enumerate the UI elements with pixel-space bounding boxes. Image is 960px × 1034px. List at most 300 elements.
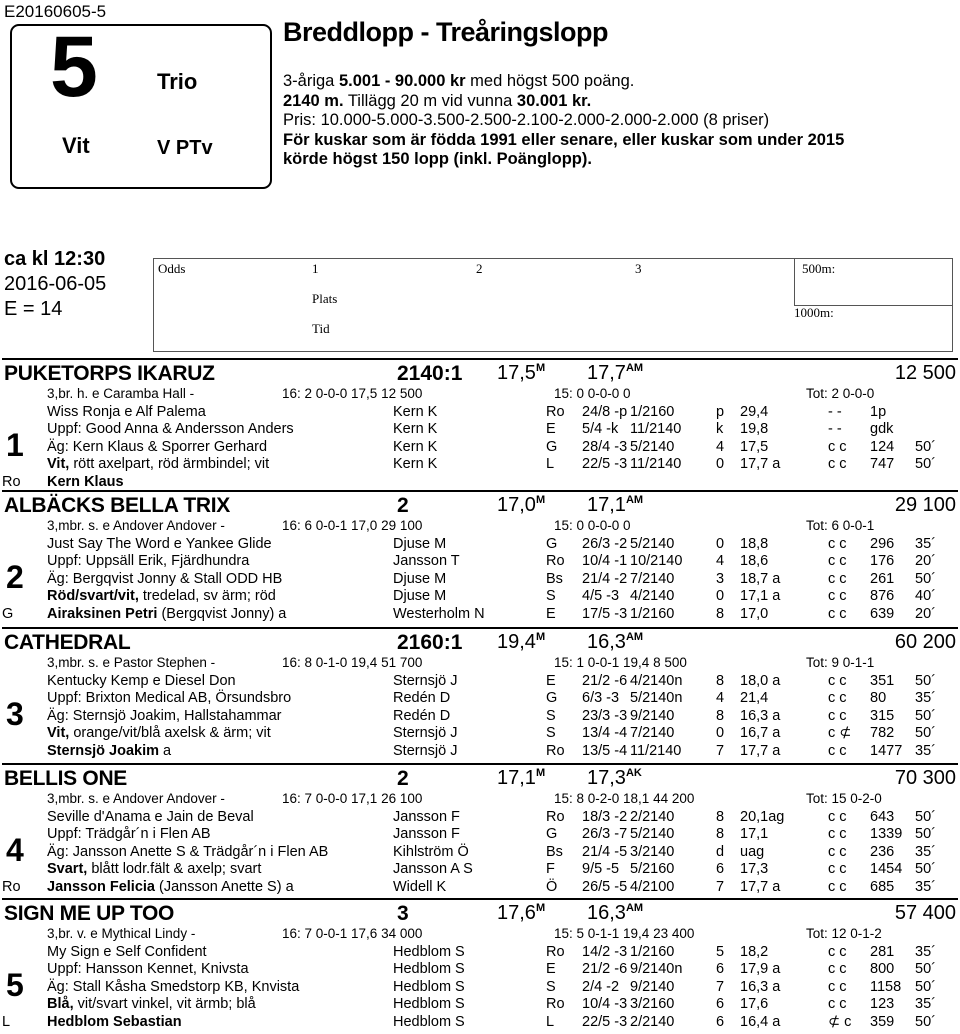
trainer-name: Sternsjö Joakim (47, 743, 160, 759)
detail-text: Just Say The Word e Yankee Glide (47, 535, 272, 552)
start-dist: 11/2140 (630, 421, 682, 438)
start-pr: 35´ (915, 690, 936, 707)
stats-total: Tot: 6 0-0-1 (806, 518, 875, 533)
record-auto (587, 767, 642, 790)
start-pl: 22/5 -3 (582, 1014, 628, 1030)
horse-detail-line (47, 439, 267, 455)
start-dist: 11/2140 (630, 456, 682, 473)
e-value: E = 14 (4, 298, 63, 320)
start-sp: 7 (716, 879, 725, 895)
start-tr: Ro (546, 743, 565, 759)
start-tr: E (546, 672, 556, 689)
start-sp: 8 (716, 707, 725, 724)
start-od: 176 (870, 553, 895, 570)
start-sh: c c (828, 570, 847, 587)
start-drv: Hedblom S (393, 943, 465, 960)
start-od: gdk (870, 421, 894, 438)
start-tr: E (546, 606, 556, 622)
start-pl: 21/4 -2 (582, 570, 628, 587)
record-type: M (535, 767, 546, 779)
record-value: 16,3 (587, 631, 626, 653)
record-type: AM (625, 902, 644, 914)
odds-col-1: 1 (312, 261, 319, 276)
start-dist: 3/2140 (630, 843, 675, 860)
start-pr: 35´ (915, 879, 936, 895)
detail-text: Kentucky Kemp e Diesel Don (47, 672, 236, 689)
start-tm: 18,7 a (740, 570, 781, 587)
detail-text: Äg: Jansson Anette S & Trädgår´n i Flen AB (47, 843, 329, 860)
start-drv: Jansson F (393, 808, 460, 825)
start-tm: 21,4 (740, 690, 769, 707)
detail-text: My Sign e Self Confident (47, 943, 207, 960)
horse-pedigree: 3,mbr. s. e Andover Andover - (47, 791, 225, 806)
trainer-suffix: (Bergqvist Jonny) a (157, 606, 287, 622)
start-od: 1454 (870, 861, 903, 878)
start-pr: 50´ (915, 808, 936, 825)
start-sh: c c (828, 553, 847, 570)
race-date: 2016-06-05 (4, 273, 107, 295)
race-color: Vit (62, 133, 90, 158)
start-pl: 13/4 -4 (582, 725, 628, 742)
horse-pedigree: 3,br. v. e Mythical Lindy - (47, 926, 196, 941)
trainer-name: Airaksinen Petri (47, 606, 158, 622)
start-tm: 16,3 a (740, 707, 781, 724)
start-number: 5 (6, 967, 24, 1004)
condition-text: Tillägg 20 m vid vunna (343, 91, 517, 110)
record-auto (587, 494, 643, 517)
start-sp: 8 (716, 672, 725, 689)
horse-detail-line (47, 809, 254, 825)
start-pr: 50´ (915, 826, 936, 843)
condition-text: 2140 m. (283, 91, 344, 110)
stats-2016: 16: 7 0-0-0 17,1 26 100 (282, 791, 423, 806)
stats-total: Tot: 15 0-2-0 (806, 791, 882, 806)
start-pl: 17/5 -3 (582, 606, 628, 622)
start-drv: Kern K (393, 421, 438, 438)
start-pr: 50´ (915, 1014, 936, 1030)
start-sh: c c (828, 690, 847, 707)
record-type: AM (625, 362, 644, 374)
start-od: 351 (870, 672, 895, 689)
horse-detail-line (47, 944, 207, 960)
detail-text: Uppf: Good Anna & Andersson Anders (47, 421, 294, 438)
silks-color: Blå, (47, 996, 74, 1013)
start-tr: Ro (546, 553, 565, 570)
start-dist: 5/2140 (630, 826, 675, 843)
condition-line (283, 131, 844, 149)
start-tm: 20,1ag (740, 808, 785, 825)
start-drv: Kihlström Ö (393, 843, 469, 860)
trainer-line (47, 1014, 182, 1030)
start-pr: 35´ (915, 843, 936, 860)
trainer-line (47, 606, 286, 622)
horse-detail-line (47, 826, 211, 842)
start-sh: c c (828, 861, 847, 878)
condition-line (283, 72, 634, 90)
start-tm: 17,7 a (740, 743, 781, 759)
record-value: 17,0 (497, 494, 536, 516)
start-dist: 9/2140n (630, 961, 683, 978)
record-mark (497, 902, 545, 925)
detail-text: Seville d'Anama e Jain de Beval (47, 808, 254, 825)
race-title: Breddlopp - Treåringslopp (283, 17, 609, 47)
record-auto (587, 631, 643, 654)
start-dist: 1/2160 (630, 943, 675, 960)
stats-2015: 15: 5 0-1-1 19,4 23 400 (554, 926, 695, 941)
start-od: 124 (870, 438, 895, 455)
start-od: 1p (870, 403, 887, 420)
record-value: 17,3 (587, 767, 626, 789)
horse-distance: 2 (397, 767, 409, 790)
condition-text: körde högst 150 lopp (inkl. Poänglopp). (283, 150, 592, 168)
start-sh: c c (828, 707, 847, 724)
start-pr: 20´ (915, 553, 936, 570)
start-sp: 5 (716, 943, 725, 960)
start-sh: ⊄ c (828, 1014, 852, 1030)
start-pl: 9/5 -5 (582, 861, 620, 878)
start-sh: c c (828, 672, 847, 689)
horse-pedigree: 3,br. h. e Caramba Hall - (47, 386, 195, 401)
start-drv: Kern K (393, 456, 438, 473)
start-drv: Kern K (393, 403, 438, 420)
start-drv: Sternsjö J (393, 743, 458, 759)
start-tr: E (546, 421, 556, 438)
start-tm: 29,4 (740, 403, 769, 420)
start-pr: 50´ (915, 978, 936, 995)
stats-total: Tot: 2 0-0-0 (806, 386, 875, 401)
horse-detail-line (47, 979, 299, 995)
silks-color: Svart, (47, 861, 88, 878)
horse-pedigree: 3,mbr. s. e Andover Andover - (47, 518, 225, 533)
start-drv: Jansson T (393, 553, 460, 570)
start-tr: Bs (546, 843, 563, 860)
start-pl: 18/3 -2 (582, 808, 628, 825)
start-number: 4 (6, 832, 24, 869)
start-tr: L (546, 1014, 555, 1030)
track-code: G (2, 606, 14, 622)
record-value: 17,1 (497, 767, 536, 789)
record-mark (497, 362, 545, 385)
start-drv: Redén D (393, 690, 451, 707)
start-sh: c c (828, 535, 847, 552)
start-dist: 9/2140 (630, 978, 675, 995)
start-sp: 8 (716, 606, 725, 622)
start-drv: Hedblom S (393, 996, 465, 1013)
horse-distance: 2 (397, 494, 409, 517)
condition-text: Pris: 10.000-5.000-3.500-2.500-2.100-2.000-2.000-2.000 (8 priser) (283, 111, 770, 129)
horse-detail-line (47, 861, 261, 877)
start-sp: 4 (716, 553, 725, 570)
start-tm: 17,7 a (740, 456, 781, 473)
stats-2015: 15: 1 0-0-1 19,4 8 500 (554, 655, 687, 670)
detail-text: blått lodr.fält & axelp; svart (87, 861, 262, 878)
silks-color: Vit, (47, 456, 70, 473)
start-tm: 17,0 (740, 606, 769, 622)
start-tr: F (546, 861, 555, 878)
start-time: ca kl 12:30 (4, 248, 106, 270)
start-tm: 17,1 a (740, 588, 781, 605)
start-pr: 50´ (915, 725, 936, 742)
start-dist: 5/2140 (630, 535, 675, 552)
start-sh: - - (828, 403, 842, 420)
start-pl: 14/2 -3 (582, 943, 628, 960)
start-tm: 16,7 a (740, 725, 781, 742)
horse-detail-line (47, 536, 272, 552)
start-pl: 26/5 -5 (582, 879, 628, 895)
start-od: 747 (870, 456, 895, 473)
m1000-label: 1000m: (794, 305, 834, 320)
horse-pedigree: 3,mbr. s. e Pastor Stephen - (47, 655, 216, 670)
start-od: 643 (870, 808, 895, 825)
start-pr: 50´ (915, 707, 936, 724)
start-od: 123 (870, 996, 895, 1013)
start-dist: 5/2160 (630, 861, 675, 878)
detail-text: Äg: Stall Kåsha Smedstorp KB, Knvista (47, 978, 300, 995)
start-sh: c c (828, 606, 847, 622)
horse-separator (2, 490, 958, 492)
start-tm: 19,8 (740, 421, 769, 438)
record-type: M (535, 494, 546, 506)
odds-box (153, 258, 953, 352)
start-pl: 28/4 -3 (582, 438, 628, 455)
record-value: 17,6 (497, 902, 536, 924)
stats-2015: 15: 0 0-0-0 0 (554, 518, 631, 533)
start-pr: 50´ (915, 961, 936, 978)
start-pl: 2/4 -2 (582, 978, 620, 995)
silks-color: Vit, (47, 725, 70, 742)
start-dist: 5/2140 (630, 438, 675, 455)
start-tm: 16,4 a (740, 1014, 781, 1030)
horse-earnings: 29 100 (894, 494, 956, 516)
bet-types: V PTv (157, 137, 213, 159)
start-sp: 8 (716, 808, 725, 825)
start-tm: 18,0 a (740, 672, 781, 689)
start-sh: c c (828, 843, 847, 860)
race-code: E20160605-5 (4, 2, 107, 21)
condition-line (283, 92, 591, 110)
trainer-suffix: (Jansson Anette S) a (155, 879, 294, 895)
start-od: 315 (870, 707, 895, 724)
start-pr: 35´ (915, 535, 936, 552)
start-pr: 35´ (915, 943, 936, 960)
record-value: 17,5 (497, 362, 536, 384)
start-sh: c c (828, 996, 847, 1013)
start-drv: Westerholm N (393, 606, 485, 622)
start-od: 261 (870, 570, 895, 587)
stats-total: Tot: 9 0-1-1 (806, 655, 875, 670)
horse-distance: 3 (397, 902, 409, 925)
start-dist: 4/2140n (630, 672, 683, 689)
start-pl: 21/2 -6 (582, 672, 628, 689)
start-tr: Ö (546, 879, 558, 895)
start-tr: Bs (546, 570, 563, 587)
horse-separator (2, 763, 958, 765)
start-sh: c c (828, 978, 847, 995)
horse-detail-line (47, 708, 282, 724)
trainer-line (47, 879, 294, 895)
trainer-line (47, 474, 124, 490)
start-sp: 0 (716, 588, 725, 605)
condition-text: 30.001 kr. (516, 91, 592, 110)
horse-detail-line (47, 571, 282, 587)
start-pl: 10/4 -3 (582, 996, 628, 1013)
race-number: 5 (50, 19, 98, 115)
start-pl: 6/3 -3 (582, 690, 620, 707)
horse-earnings: 70 300 (894, 767, 956, 789)
start-sh: c c (828, 743, 847, 759)
start-dist: 5/2140n (630, 690, 683, 707)
start-pl: 21/2 -6 (582, 961, 628, 978)
odds-col-3: 3 (635, 261, 642, 276)
start-od: 236 (870, 843, 895, 860)
start-pr: 50´ (915, 672, 936, 689)
start-pl: 4/5 -3 (582, 588, 620, 605)
odds-col-2: 2 (476, 261, 483, 276)
start-pr: 50´ (915, 861, 936, 878)
start-sp: d (716, 843, 725, 860)
start-dist: 1/2160 (630, 606, 675, 622)
record-type: AK (625, 767, 642, 779)
record-type: M (535, 902, 546, 914)
record-type: AM (625, 631, 644, 643)
start-sh: - - (828, 421, 842, 438)
plats-label: Plats (312, 291, 338, 306)
start-drv: Sternsjö J (393, 672, 458, 689)
start-sp: 0 (716, 725, 725, 742)
detail-text: Uppf: Hansson Kennet, Knivsta (47, 961, 249, 978)
horse-earnings: 57 400 (894, 902, 956, 924)
start-pl: 10/4 -1 (582, 553, 628, 570)
stats-2016: 16: 7 0-0-1 17,6 34 000 (282, 926, 423, 941)
horse-name: SIGN ME UP TOO (4, 902, 175, 925)
stats-2016: 16: 6 0-0-1 17,0 29 100 (282, 518, 423, 533)
record-value: 16,3 (587, 902, 626, 924)
horse-detail-line (47, 421, 294, 437)
condition-text: med högst 500 poäng. (465, 72, 635, 90)
start-od: 876 (870, 588, 895, 605)
start-tr: S (546, 588, 556, 605)
start-tr: S (546, 978, 556, 995)
start-dist: 10/2140 (630, 553, 683, 570)
start-pr: 40´ (915, 588, 936, 605)
start-pl: 21/4 -5 (582, 843, 628, 860)
start-tm: 17,7 a (740, 879, 781, 895)
start-sh: c c (828, 808, 847, 825)
start-tm: uag (740, 843, 765, 860)
start-tr: Ro (546, 996, 565, 1013)
detail-text: Uppf: Brixton Medical AB, Örsundsbro (47, 690, 292, 707)
trainer-name: Hedblom Sebastian (47, 1014, 182, 1030)
start-tr: Ro (546, 403, 565, 420)
horse-separator (2, 358, 958, 360)
start-sp: 0 (716, 535, 725, 552)
start-tr: G (546, 438, 558, 455)
horse-detail-line (47, 996, 256, 1012)
horse-detail-line (47, 690, 291, 706)
start-sh: c ⊄ (828, 725, 852, 742)
record-mark (497, 631, 545, 654)
silks-color: Röd/svart/vit, (47, 588, 139, 605)
start-sp: 6 (716, 961, 725, 978)
horse-detail-line (47, 588, 276, 604)
horse-earnings: 12 500 (894, 362, 956, 384)
start-od: 685 (870, 879, 895, 895)
horse-detail-line (47, 553, 249, 569)
start-drv: Djuse M (393, 570, 447, 587)
start-od: 80 (870, 690, 887, 707)
detail-text: orange/vit/blå axelsk & ärm; vit (69, 725, 271, 742)
m500-label: 500m: (802, 261, 836, 276)
record-auto (587, 902, 643, 925)
start-dist: 2/2140 (630, 808, 675, 825)
start-sp: 3 (716, 570, 725, 587)
start-dist: 9/2140 (630, 707, 675, 724)
start-od: 782 (870, 725, 895, 742)
record-type: M (535, 362, 546, 374)
start-sp: 7 (716, 743, 725, 759)
start-od: 1158 (870, 978, 902, 995)
record-mark (497, 494, 545, 517)
start-dist: 4/2100 (630, 879, 675, 895)
start-tm: 18,2 (740, 943, 769, 960)
record-type: AM (625, 494, 644, 506)
start-pl: 5/4 -k (582, 421, 619, 438)
trio-label: Trio (157, 69, 198, 94)
start-dist: 3/2160 (630, 996, 675, 1013)
start-tr: E (546, 961, 556, 978)
start-sh: c c (828, 456, 847, 473)
start-sp: 6 (716, 996, 725, 1013)
start-number: 2 (6, 559, 24, 596)
start-pr: 50´ (915, 456, 936, 473)
start-drv: Hedblom S (393, 978, 465, 995)
horse-name: ALBÄCKS BELLA TRIX (4, 494, 230, 517)
start-pl: 26/3 -2 (582, 535, 628, 552)
horse-distance: 2140:1 (397, 362, 463, 385)
start-pr: 35´ (915, 743, 936, 759)
start-sh: c c (828, 826, 847, 843)
start-pl: 13/5 -4 (582, 743, 628, 759)
start-pr: 20´ (915, 606, 936, 622)
horse-name: PUKETORPS IKARUZ (4, 362, 215, 385)
start-sp: 4 (716, 438, 725, 455)
condition-line (283, 150, 592, 168)
condition-line (283, 111, 769, 129)
start-number: 3 (6, 696, 24, 733)
start-sh: c c (828, 943, 847, 960)
start-tr: G (546, 826, 558, 843)
start-sp: 6 (716, 1014, 725, 1030)
horse-name: CATHEDRAL (4, 631, 131, 654)
trainer-suffix: a (159, 743, 172, 759)
horse-separator (2, 627, 958, 629)
start-pr: 35´ (915, 996, 936, 1013)
start-dist: 11/2140 (630, 743, 682, 759)
start-dist: 2/2140 (630, 1014, 675, 1030)
stats-2016: 16: 8 0-1-0 19,4 51 700 (282, 655, 423, 670)
tid-label: Tid (312, 321, 330, 336)
stats-2016: 16: 2 0-0-0 17,5 12 500 (282, 386, 423, 401)
detail-text: rött axelpart, röd ärmbindel; vit (69, 456, 270, 473)
track-code: Ro (2, 879, 21, 895)
start-tm: 18,6 (740, 553, 769, 570)
trainer-name: Kern Klaus (47, 474, 124, 490)
start-sh: c c (828, 438, 847, 455)
odds-label: Odds (158, 261, 186, 276)
horse-detail-line (47, 844, 328, 860)
stats-2015: 15: 0 0-0-0 0 (554, 386, 631, 401)
start-tm: 17,1 (740, 826, 769, 843)
